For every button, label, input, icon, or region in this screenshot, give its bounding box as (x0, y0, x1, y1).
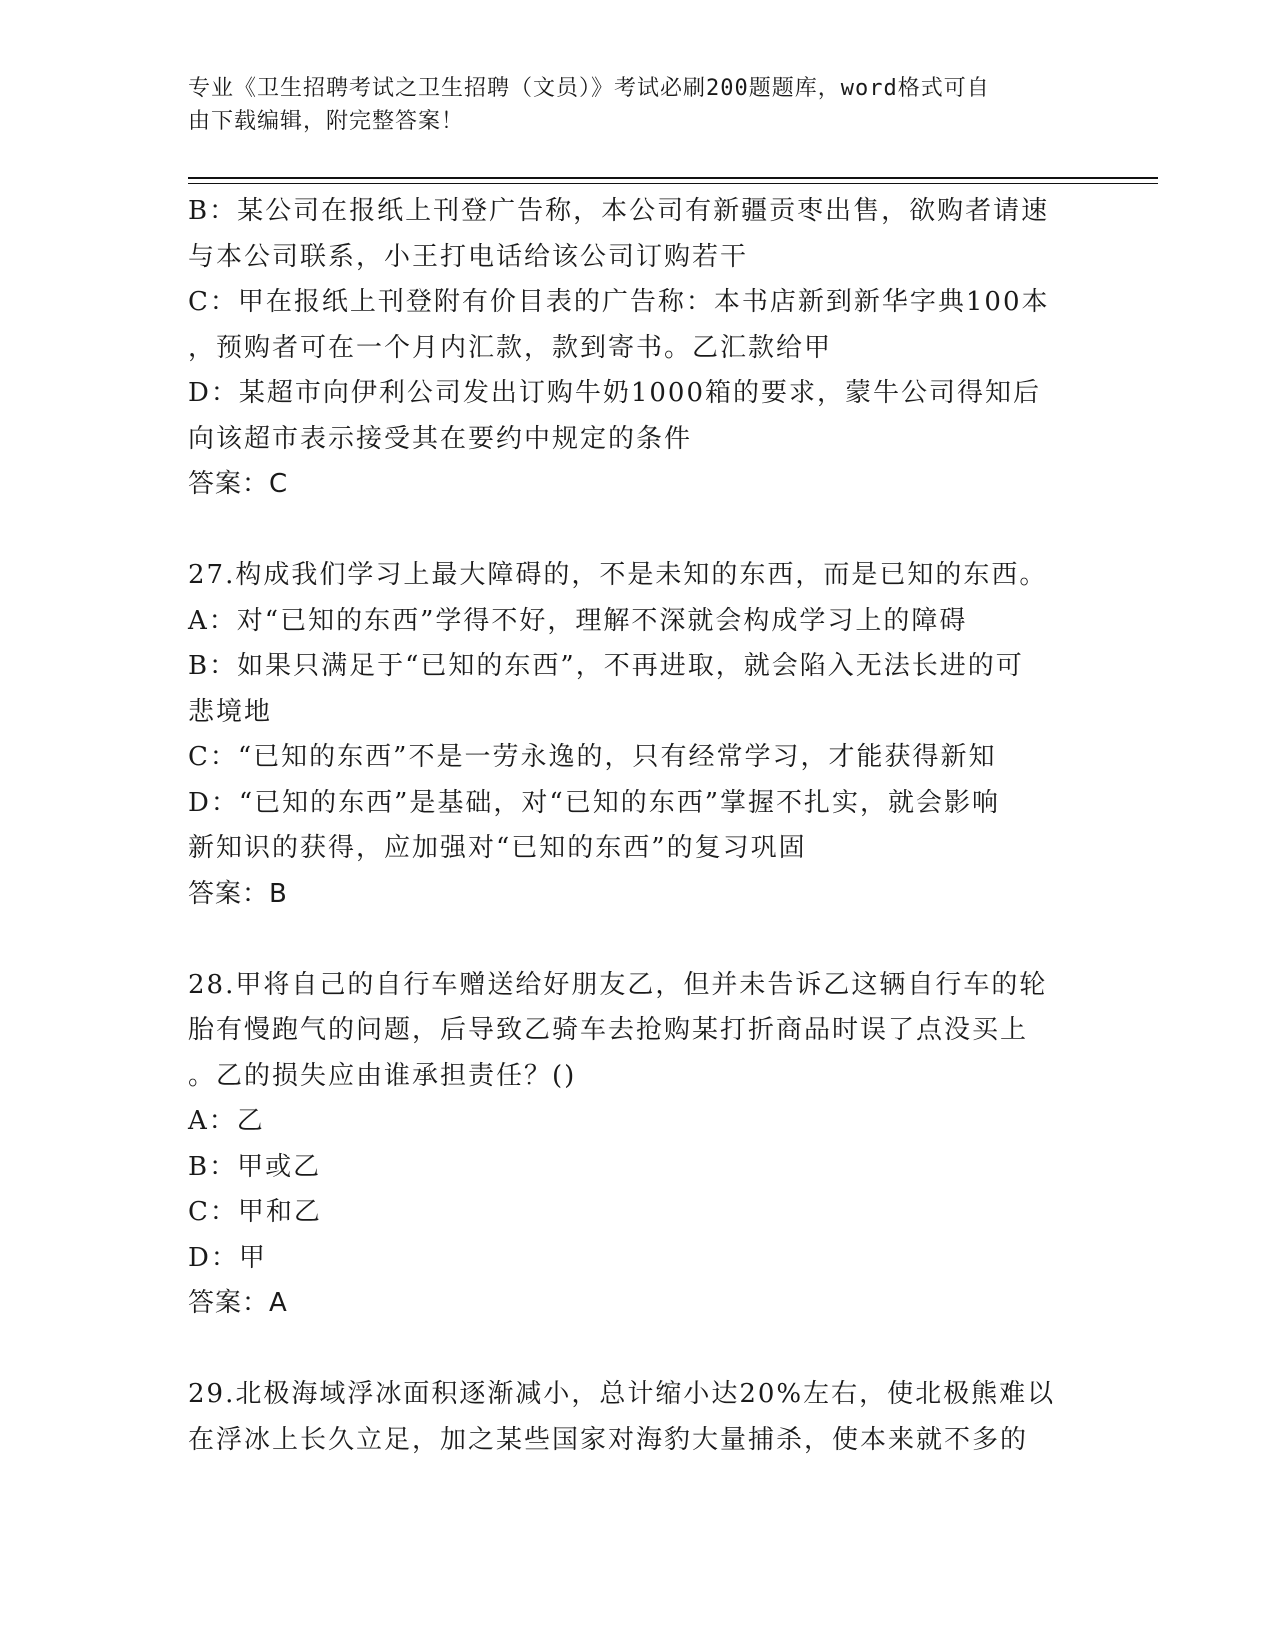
spacer (188, 1327, 1088, 1373)
option-a-line-1: A：对“已知的东西”学得不好，理解不深就会构成学习上的障碍 (188, 605, 968, 636)
option-c-line-1: C：“已知的东西”不是一劳永逸的，只有经常学习，才能获得新知 (188, 742, 997, 772)
question-stem: 27.构成我们学习上最大障碍的，不是未知的东西，而是已知的东西。 (188, 560, 1048, 590)
header-rule-thick (188, 177, 1158, 179)
question-26 (188, 189, 1088, 508)
question-28 (188, 963, 1088, 1327)
question-stem-line-2: 胎有慢跑气的问题，后导致乙骑车去抢购某打折商品时误了点没买上 (188, 1015, 1029, 1045)
document-header (188, 72, 1068, 138)
option-c-line-1: C：甲和乙 (188, 1197, 322, 1227)
option-d-line-1: D：“已知的东西”是基础，对“已知的东西”掌握不扎实，就会影响 (188, 787, 1001, 818)
question-stem-line-2: 在浮冰上长久立足，加之某些国家对海豹大量捕杀，使本来就不多的 (188, 1424, 1029, 1455)
answer-line: 答案：C (188, 469, 289, 499)
header-line-1: 专业《卫生招聘考试之卫生招聘（文员）》考试必刷200题题库，word格式可自 (188, 76, 990, 101)
option-b-line-2: 悲境地 (188, 696, 273, 727)
question-29 (188, 1372, 1088, 1463)
question-stem-line-1: 29.北极海域浮冰面积逐渐减小，总计缩小达20%左右，使北极熊难以 (188, 1379, 1056, 1409)
option-d-line-1: D：某超市向伊利公司发出订购牛奶1000箱的要求，蒙牛公司得知后 (188, 378, 1042, 408)
option-d-line-1: D：甲 (188, 1242, 267, 1273)
question-27 (188, 553, 1088, 917)
option-c-line-2: ，预购者可在一个月内汇款，款到寄书。乙汇款给甲 (188, 332, 833, 363)
option-b-line-1: B：如果只满足于“已知的东西”，不再进取，就会陷入无法长进的可 (188, 651, 1024, 681)
header-rule-thin (188, 183, 1158, 184)
option-c-line-1: C：甲在报纸上刊登附有价目表的广告称：本书店新到新华字典100本 (188, 287, 1050, 317)
spacer (188, 917, 1088, 963)
option-d-line-2: 向该超市表示接受其在要约中规定的条件 (188, 423, 693, 454)
answer-line: 答案：A (188, 1288, 288, 1318)
option-b-line-2: 与本公司联系，小王打电话给该公司订购若干 (188, 241, 749, 272)
option-d-line-2: 新知识的获得，应加强对“已知的东西”的复习巩固 (188, 833, 807, 863)
spacer (188, 508, 1088, 554)
option-a-line-1: A：乙 (188, 1106, 265, 1136)
option-b-line-1: B：某公司在报纸上刊登广告称，本公司有新疆贡枣出售，欲购者请速 (188, 196, 1050, 226)
question-stem-line-3: 。乙的损失应由谁承担责任？() (188, 1060, 577, 1091)
answer-line: 答案：B (188, 878, 288, 909)
header-line-2: 由下载编辑，附完整答案！ (188, 109, 465, 134)
question-stem-line-1: 28.甲将自己的自行车赠送给好朋友乙，但并未告诉乙这辆自行车的轮 (188, 969, 1048, 1000)
document-body (188, 189, 1088, 1463)
option-b-line-1: B：甲或乙 (188, 1151, 322, 1182)
